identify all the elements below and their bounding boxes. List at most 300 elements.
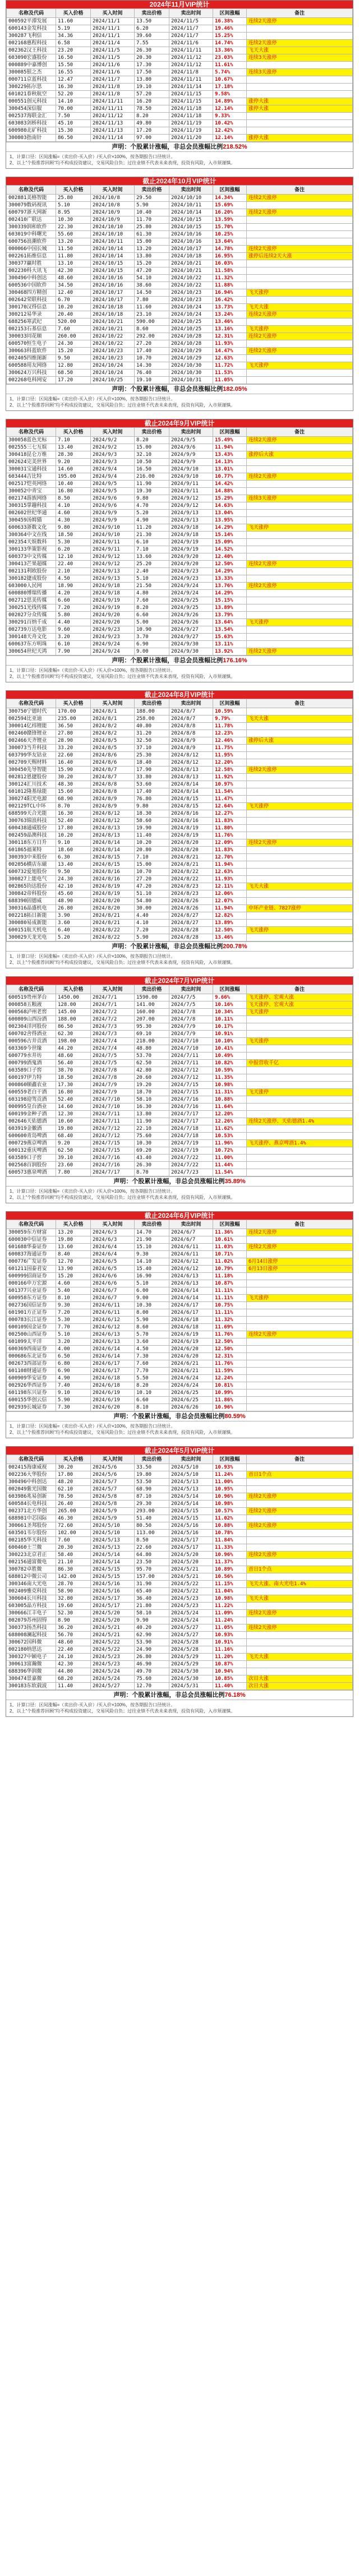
buy-date-cell: 2024/5/6 (91, 1471, 135, 1479)
buy-price-cell: 24.30 (56, 340, 91, 348)
stock-name-cell: 300118东方日升 (7, 839, 56, 847)
stock-name-cell: 600637东方明珠 (7, 641, 56, 648)
sell-date-cell: 2024/7/9 (169, 1031, 213, 1038)
stock-name-cell: 000568泸州老窖 (7, 1009, 56, 1016)
remark-cell: 涨停后连续2天大涨 (247, 253, 353, 260)
gain-cell: 11.54% (213, 788, 247, 796)
gain-cell: 10.89% (213, 1566, 247, 1573)
buy-price-cell: 14.60 (56, 466, 91, 473)
sell-date-cell: 2024/7/11 (169, 1060, 213, 1067)
remark-cell (247, 1464, 353, 1471)
stock-name-cell: 000166申万宏源 (7, 1280, 56, 1287)
sell-date-cell: 2024/8/16 (169, 818, 213, 825)
sell-price-cell: 14.30 (135, 362, 169, 370)
gain-cell: 12.20% (213, 1111, 247, 1118)
gain-cell: 10.67% (213, 76, 247, 84)
stock-name-cell: 600460士兰微 (7, 1544, 56, 1552)
table-row (7, 275, 353, 282)
note-line: 2、以上"个股推荐回顾"均不构成投资建议，交易风险自负；过往业绩不代表未来表现，投资有风险，入市须谨慎。 (10, 403, 236, 408)
sell-date-cell: 2024/9/25 (169, 597, 213, 604)
stock-name-cell: 300373扬杰科技 (7, 1624, 56, 1632)
buy-date-cell: 2024/9/24 (91, 641, 135, 648)
buy-price-cell: 12.30 (56, 1111, 91, 1118)
sell-date-cell: 2024/5/16 (169, 1522, 213, 1530)
remark-cell (247, 1236, 353, 1244)
buy-price-cell: 10.30 (56, 216, 91, 224)
sell-price-cell: 15.00 (135, 238, 169, 246)
buy-date-cell: 2024/9/18 (91, 590, 135, 597)
remark-cell (247, 33, 353, 40)
table-row (7, 1229, 353, 1236)
sell-price-cell: 16.20 (135, 98, 169, 105)
sell-date-cell: 2024/11/7 (169, 25, 213, 33)
stock-name-cell: 300315掌趣科技 (7, 502, 56, 510)
sell-date-cell: 2024/10/21 (169, 260, 213, 267)
buy-date-cell: 2024/10/21 (91, 326, 135, 333)
buy-date-cell: 2024/10/21 (91, 318, 135, 326)
buy-price-cell: 7.50 (56, 113, 91, 120)
buy-price-cell: 260.00 (56, 333, 91, 340)
sell-price-cell: 25.80 (135, 224, 169, 231)
gain-cell: 13.43% (213, 451, 247, 459)
table-row (7, 1493, 353, 1501)
remark-cell: 飞天涨停 (247, 927, 353, 934)
table-row (7, 1617, 353, 1624)
remark-cell (247, 1353, 353, 1360)
sell-price-cell: 157.00 (135, 1573, 169, 1581)
sell-price-cell: 58.10 (135, 1096, 169, 1104)
sell-price-cell: 19.80 (135, 1471, 169, 1479)
remark-cell (247, 752, 353, 759)
buy-date-cell: 2024/9/13 (91, 575, 135, 583)
buy-date-cell: 2024/9/24 (91, 648, 135, 655)
remark-cell (247, 444, 353, 451)
gain-cell: 15.15% (213, 597, 247, 604)
sell-price-cell: 9.00 (135, 648, 169, 655)
stock-name-cell: 000711京蓝科技 (7, 76, 56, 84)
table-row (7, 1023, 353, 1031)
buy-price-cell: 10.60 (56, 1118, 91, 1125)
buy-date-cell: 2024/7/11 (91, 1111, 135, 1118)
sell-price-cell: 13.60 (135, 553, 169, 561)
sell-price-cell: 29.50 (135, 195, 169, 202)
sell-price-cell: 7.70 (135, 1368, 169, 1375)
remark-cell (247, 120, 353, 127)
column-header: 区间涨幅 (213, 186, 247, 195)
sell-price-cell: 1590.00 (135, 994, 169, 1001)
table-row (7, 1624, 353, 1632)
stock-name-cell: 000889中嘉博创 (7, 62, 56, 69)
buy-date-cell: 2024/10/11 (91, 238, 135, 246)
remark-cell (247, 1632, 353, 1639)
stock-name-cell: 603589口子窖 (7, 1155, 56, 1162)
remark-cell: 连续2天涨停 (247, 1229, 353, 1236)
sell-price-cell: 207.00 (135, 1016, 169, 1023)
sell-price-cell: 58.10 (135, 1610, 169, 1617)
gain-cell: 11.32% (213, 275, 247, 282)
stat-table (6, 1220, 353, 1411)
remark-cell: 飞天大涨 (247, 1654, 353, 1661)
stock-name-cell: 002555三七互娱 (7, 444, 56, 451)
sell-price-cell: 218.00 (135, 1038, 169, 1045)
buy-price-cell: 16.50 (56, 54, 91, 62)
gain-cell: 14.63% (213, 502, 247, 510)
buy-date-cell: 2024/5/17 (91, 1603, 135, 1610)
buy-date-cell: 2024/9/2 (91, 444, 135, 451)
stock-name-cell: 600155华创云信 (7, 1397, 56, 1404)
table-row (7, 590, 353, 597)
note-line: 2、以上"个股推荐回顾"均不构成投资建议，交易风险自负；过往业绩不代表未来表现，投资有风险，入市须谨慎。 (10, 1430, 236, 1435)
buy-date-cell: 2024/7/15 (91, 1147, 135, 1155)
sell-date-cell: 2024/8/7 (169, 708, 213, 715)
buy-price-cell: 4.60 (56, 510, 91, 517)
sell-date-cell: 2024/8/15 (169, 803, 213, 810)
table-row (7, 1515, 353, 1522)
sell-date-cell: 2024/11/15 (169, 98, 213, 105)
gain-cell: 10.75% (213, 1302, 247, 1309)
buy-price-cell: 13.40 (56, 444, 91, 451)
sell-price-cell: 11.90 (135, 1118, 169, 1125)
remark-cell (247, 62, 353, 69)
sell-price-cell: 15.10 (135, 1244, 169, 1251)
gain-cell: 15.25% (213, 33, 247, 40)
stock-name-cell: 002174游族网络 (7, 495, 56, 502)
stock-name-cell: 002602世纪华通 (7, 510, 56, 517)
remark-cell (247, 1479, 353, 1486)
remark-cell: 首日1个点 (247, 1566, 353, 1573)
gain-cell: 14.89% (213, 98, 247, 105)
sell-date-cell: 2024/11/18 (169, 105, 213, 113)
sell-date-cell: 2024/9/27 (169, 634, 213, 641)
stock-name-cell: 600573惠泉啤酒 (7, 1169, 56, 1176)
buy-date-cell: 2024/6/19 (91, 1389, 135, 1397)
buy-price-cell: 16.80 (56, 488, 91, 495)
table-row (7, 619, 353, 626)
remark-cell (247, 377, 353, 384)
gain-cell: 11.80% (213, 825, 247, 832)
sell-date-cell: 2024/5/13 (169, 1486, 213, 1493)
remark-cell (247, 1668, 353, 1675)
gain-cell: 17.18% (213, 84, 247, 91)
table-row (7, 898, 353, 905)
buy-date-cell: 2024/8/7 (91, 774, 135, 781)
sell-price-cell: 54.10 (135, 275, 169, 282)
sell-price-cell: 69.20 (135, 1147, 169, 1155)
stock-name-cell: 300346南大光电 (7, 1581, 56, 1588)
gain-cell: 5.74% (213, 69, 247, 76)
remark-cell (247, 224, 353, 231)
buy-date-cell: 2024/5/24 (91, 1675, 135, 1683)
remark-cell: 飞天涨停 (247, 524, 353, 532)
sell-price-cell: 80.50 (135, 1522, 169, 1530)
remark-cell (247, 25, 353, 33)
remark-cell (247, 1486, 353, 1493)
sell-price-cell: 26.30 (135, 47, 169, 54)
table-row (7, 1266, 353, 1273)
table-row (7, 1317, 353, 1324)
remark-cell (247, 84, 353, 91)
stock-name-cell: 002236大华股份 (7, 1471, 56, 1479)
buy-price-cell: 5.30 (56, 1317, 91, 1324)
buy-price-cell: 4.20 (56, 590, 91, 597)
remark-cell: 飞天涨停 (247, 289, 353, 297)
sell-price-cell: 69.10 (135, 1031, 169, 1038)
buy-date-cell: 2024/9/18 (91, 583, 135, 590)
buy-date-cell: 2024/5/23 (91, 1654, 135, 1661)
sell-date-cell: 2024/5/31 (169, 1683, 213, 1690)
table-row (7, 238, 353, 246)
sell-date-cell: 2024/5/13 (169, 1479, 213, 1486)
sell-price-cell: 68.90 (135, 1486, 169, 1493)
sell-date-cell: 2024/8/22 (169, 869, 213, 876)
sell-price-cell: 17.90 (135, 767, 169, 774)
stock-name-cell: 601211国泰君安 (7, 1266, 56, 1273)
gain-cell: 11.84% (213, 1537, 247, 1544)
gain-cell: 11.35% (213, 1074, 247, 1082)
sell-price-cell: 17.40 (135, 348, 169, 355)
table-header-row (7, 1220, 353, 1229)
stock-name-cell: 002027分众传媒 (7, 612, 56, 619)
gain-cell: 13.89% (213, 604, 247, 612)
column-header: 备注 (247, 1220, 353, 1229)
gain-cell: 10.87% (213, 1661, 247, 1668)
table-row (7, 91, 353, 98)
gain-cell: 19.46% (213, 25, 247, 33)
gain-cell: 10.72% (213, 1147, 247, 1155)
buy-date-cell: 2024/7/1 (91, 994, 135, 1001)
column-header: 名称及代码 (7, 186, 56, 195)
table-row (7, 890, 353, 898)
table-row (7, 1661, 353, 1668)
sell-date-cell: 2024/7/12 (169, 1067, 213, 1074)
sell-price-cell: 62.50 (135, 1060, 169, 1067)
sell-date-cell: 2024/11/14 (169, 84, 213, 91)
buy-date-cell: 2024/9/12 (91, 553, 135, 561)
remark-cell (247, 1661, 353, 1668)
sell-date-cell: 2024/9/18 (169, 524, 213, 532)
buy-price-cell: 13.40 (56, 861, 91, 869)
sell-price-cell: 16.50 (135, 466, 169, 473)
remark-cell: 连续2天涨停 (247, 561, 353, 568)
stock-name-cell: 601012隆基绿能 (7, 788, 56, 796)
gain-cell: 14.34% (213, 195, 247, 202)
gain-cell: 13.76% (213, 583, 247, 590)
sell-date-cell: 2024/7/9 (169, 1023, 213, 1031)
table-row (7, 348, 353, 355)
buy-price-cell: 7.20 (56, 1309, 91, 1317)
stock-name-cell: 300327中颖电子 (7, 1654, 56, 1661)
table-header-row (7, 186, 353, 195)
gain-cell: 10.87% (213, 1280, 247, 1287)
gain-cell: 10.79% (213, 1266, 247, 1273)
stock-name-cell: 603986兆易创新 (7, 1493, 56, 1501)
buy-date-cell: 2024/9/12 (91, 561, 135, 568)
sell-date-cell: 2024/6/25 (169, 1389, 213, 1397)
buy-date-cell: 2024/9/11 (91, 539, 135, 546)
stock-name-cell: 000783长江证券 (7, 1317, 56, 1324)
gain-cell: 11.94% (213, 905, 247, 912)
buy-date-cell: 2024/10/8 (91, 195, 135, 202)
buy-price-cell: 34.36 (56, 33, 91, 40)
sell-date-cell: 2024/11/12 (169, 54, 213, 62)
stock-name-cell: 002939长城证券 (7, 1404, 56, 1411)
gain-cell: 10.59% (213, 1067, 247, 1074)
buy-date-cell: 2024/8/20 (91, 898, 135, 905)
sell-date-cell: 2024/9/24 (169, 583, 213, 590)
remark-cell (247, 1404, 353, 1411)
stock-name-cell: 002180纳思达 (7, 1646, 56, 1654)
buy-date-cell: 2024/10/16 (91, 275, 135, 282)
gain-cell: 11.54% (213, 1169, 247, 1176)
buy-price-cell: 6.90 (56, 1368, 91, 1375)
table-row (7, 1603, 353, 1610)
gain-cell: 11.33% (213, 1544, 247, 1552)
buy-price-cell: 11.80 (56, 253, 91, 260)
sell-date-cell: 2024/6/20 (169, 1346, 213, 1353)
sell-date-cell: 2024/8/28 (169, 934, 213, 941)
sell-date-cell: 2024/8/12 (169, 752, 213, 759)
buy-price-cell: 7.60 (56, 326, 91, 333)
buy-price-cell: 7.90 (56, 648, 91, 655)
remark-cell: 飞天大涨 (247, 883, 353, 890)
gain-cell: 11.15% (213, 1581, 247, 1588)
sell-date-cell: 2024/7/10 (169, 1038, 213, 1045)
buy-date-cell: 2024/8/15 (91, 854, 135, 861)
stock-name-cell: 300148天舟文化 (7, 634, 56, 641)
gain-cell: 11.59% (213, 1368, 247, 1375)
sell-price-cell: 18.40 (135, 759, 169, 767)
remark-cell (247, 1280, 353, 1287)
buy-price-cell: 4.50 (56, 575, 91, 583)
sell-price-cell: 7.60 (135, 597, 169, 604)
table-row (7, 1368, 353, 1375)
sell-date-cell: 2024/10/29 (169, 348, 213, 355)
table-row (7, 246, 353, 253)
note-line: 2、以上"个股推荐回顾"均不构成投资建议，交易风险自负；过往业绩不代表未来表现，投资有风险，入市须谨慎。 (10, 1195, 236, 1200)
remark-cell (247, 1617, 353, 1624)
buy-date-cell: 2024/5/20 (91, 1610, 135, 1617)
buy-date-cell: 2024/7/10 (91, 1096, 135, 1104)
buy-price-cell: 58.40 (56, 1552, 91, 1559)
buy-price-cell: 19.80 (56, 1236, 91, 1244)
summary-line (6, 1411, 353, 1421)
sell-date-cell: 2024/5/17 (169, 1544, 213, 1552)
stock-name-cell: 002865钧达股份 (7, 883, 56, 890)
table-row (7, 304, 353, 311)
buy-date-cell: 2024/5/22 (91, 1646, 135, 1654)
stock-name-cell: 002415海康威视 (7, 1464, 56, 1471)
gain-cell: 13.73% (213, 304, 247, 311)
table-row (7, 1324, 353, 1331)
stock-name-cell: 603444吉比特 (7, 473, 56, 481)
gain-cell: 15.49% (213, 437, 247, 444)
remark-cell (247, 759, 353, 767)
stock-name-cell: 601108财通证券 (7, 1368, 56, 1375)
buy-price-cell: 52.30 (56, 1610, 91, 1617)
remark-cell (247, 575, 353, 583)
remark-cell: 连续2天涨停 (247, 1244, 353, 1251)
gain-cell: 16.95% (213, 253, 247, 260)
sell-price-cell: 47.20 (135, 883, 169, 890)
remark-cell: 飞天涨停、宏观大涨 (247, 994, 353, 1001)
stock-name-cell: 002460赣锋锂业 (7, 730, 56, 737)
buy-date-cell: 2024/8/5 (91, 745, 135, 752)
buy-date-cell: 2024/8/19 (91, 890, 135, 898)
table-row (7, 810, 353, 818)
buy-date-cell: 2024/6/13 (91, 1338, 135, 1346)
sell-price-cell: 11.20 (135, 524, 169, 532)
buy-price-cell: 24.30 (56, 876, 91, 883)
buy-price-cell: 68.90 (56, 796, 91, 803)
buy-date-cell: 2024/11/12 (91, 113, 135, 120)
column-header: 买入时间 (91, 1455, 135, 1464)
sell-price-cell: 6.90 (135, 641, 169, 648)
gain-cell: 12.09% (213, 839, 247, 847)
buy-price-cell: 16.40 (56, 759, 91, 767)
notes (6, 1700, 353, 1716)
buy-date-cell: 2024/10/9 (91, 209, 135, 216)
table-row (7, 861, 353, 869)
gain-cell: 11.40% (213, 1683, 247, 1690)
gain-cell: 10.11% (213, 1016, 247, 1023)
sell-price-cell: 292.00 (135, 333, 169, 340)
buy-date-cell: 2024/9/9 (91, 517, 135, 524)
sell-date-cell: 2024/9/6 (169, 444, 213, 451)
column-header: 区间涨幅 (213, 1220, 247, 1229)
sell-date-cell: 2024/6/12 (169, 1266, 213, 1273)
stock-name-cell: 300454深信服 (7, 105, 56, 113)
buy-date-cell: 2024/5/20 (91, 1617, 135, 1624)
buy-price-cell: 70.00 (56, 105, 91, 113)
buy-date-cell: 2024/8/12 (91, 818, 135, 825)
buy-price-cell: 14.10 (56, 98, 91, 105)
gain-cell: 11.93% (213, 876, 247, 883)
gain-cell: 14.29% (213, 590, 247, 597)
column-header: 买入价格 (56, 699, 91, 708)
buy-price-cell: 8.70 (56, 803, 91, 810)
column-header: 名称及代码 (7, 9, 56, 18)
sell-price-cell: 6.20 (135, 25, 169, 33)
gain-cell: 11.93% (213, 340, 247, 348)
remark-cell (247, 641, 353, 648)
buy-date-cell: 2024/9/4 (91, 466, 135, 473)
buy-price-cell: 15.30 (56, 127, 91, 135)
remark-cell: 连续2天涨停 (247, 18, 353, 25)
stock-name-cell: 002709天赐材料 (7, 759, 56, 767)
gain-cell: 15.70% (213, 224, 247, 231)
gain-cell: 11.36% (213, 1229, 247, 1236)
table-row (7, 1595, 353, 1603)
sell-price-cell: 216.00 (135, 473, 169, 481)
buy-date-cell: 2024/6/14 (91, 1353, 135, 1360)
buy-price-cell: 23.20 (56, 47, 91, 54)
note-line: 1、计算口径：区间涨幅=（卖出价-买入价）/买入价×100%，按各期报告口径统计。 (10, 1424, 176, 1429)
sell-date-cell: 2024/5/15 (169, 1508, 213, 1515)
remark-cell (247, 275, 353, 282)
stock-name-cell: 300058蓝色光标 (7, 437, 56, 444)
sell-price-cell: 46.90 (135, 1661, 169, 1668)
table-row (7, 1668, 353, 1675)
sell-price-cell: 87.10 (135, 1493, 169, 1501)
sell-price-cell: 40.80 (135, 723, 169, 730)
remark-cell: 飞天涨停、宏观大涨 (247, 1001, 353, 1009)
gain-cell: 10.49% (213, 1052, 247, 1060)
remark-cell: 连续2天涨停 (247, 1331, 353, 1338)
table-row (7, 839, 353, 847)
buy-date-cell: 2024/6/14 (91, 1346, 135, 1353)
stock-name-cell: 600809山西汾酒 (7, 1016, 56, 1023)
stock-name-cell: 000551创元科技 (7, 98, 56, 105)
